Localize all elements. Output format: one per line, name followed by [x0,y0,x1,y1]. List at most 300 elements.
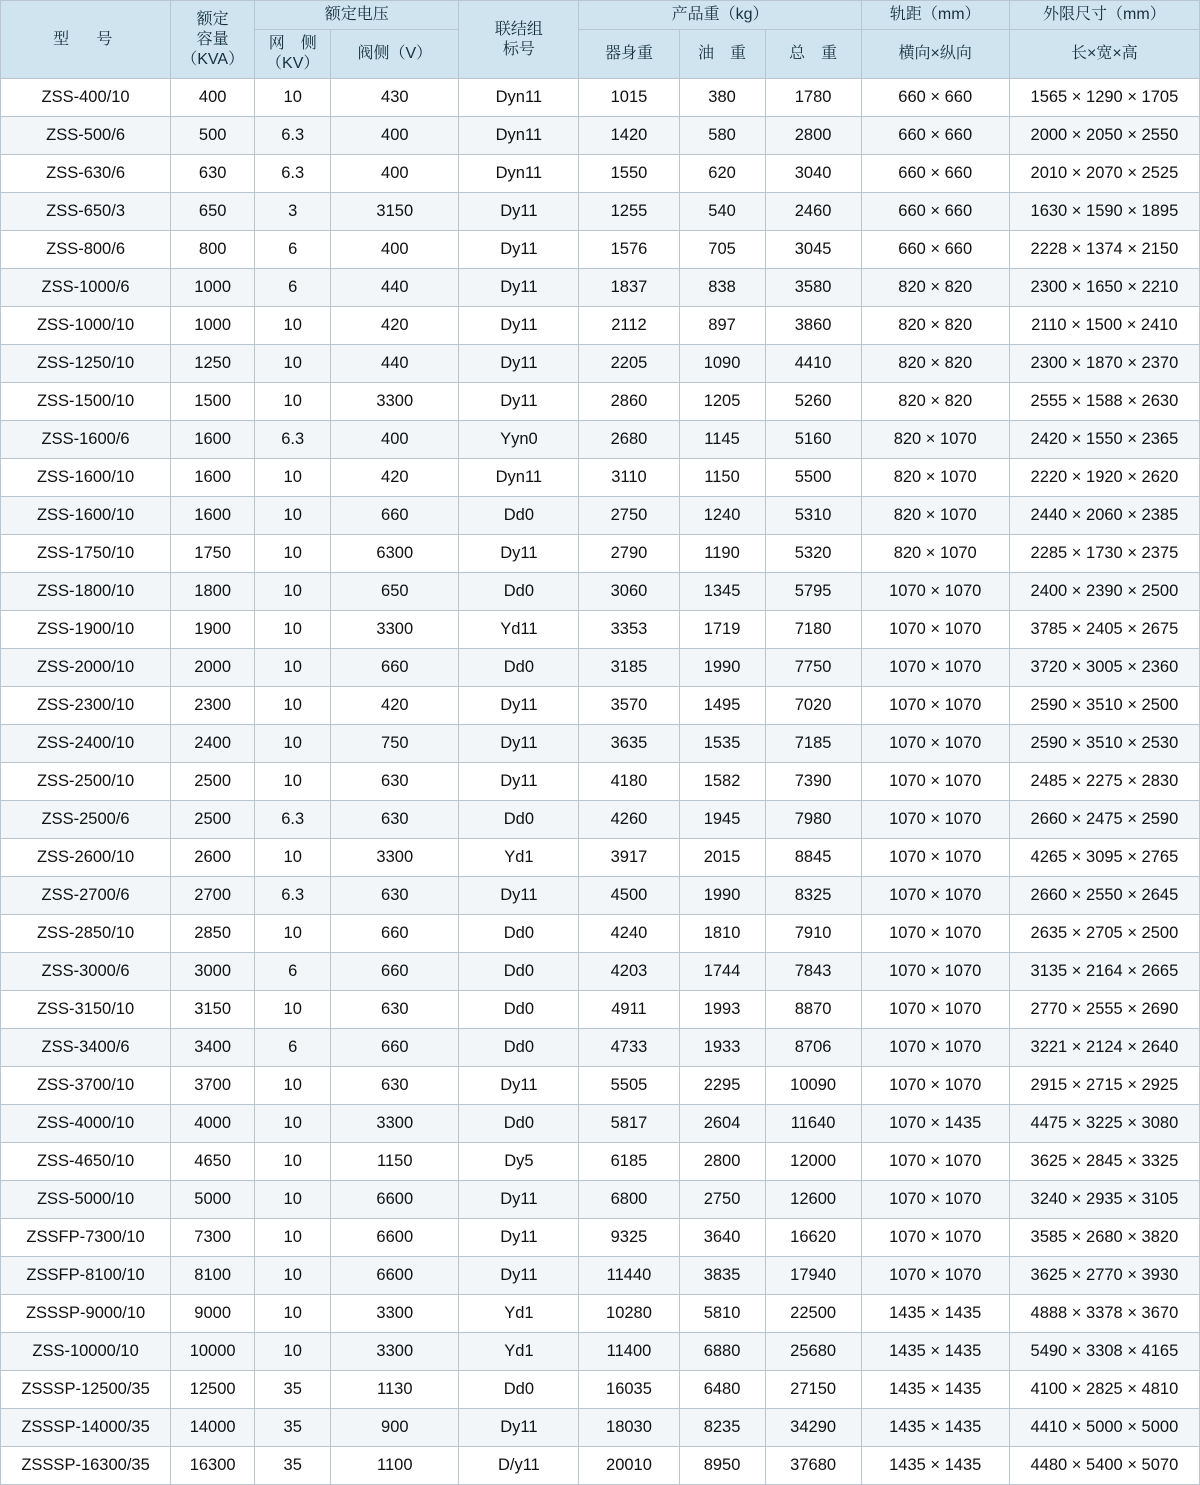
cell-oil-weight: 1150 [679,459,765,497]
cell-connection-group: Yd11 [459,611,579,649]
cell-gauge: 820 × 820 [861,383,1009,421]
cell-capacity: 5000 [171,1181,255,1219]
cell-connection-group: Dy5 [459,1143,579,1181]
table-row [1,535,1200,573]
cell-body-weight: 4240 [579,915,679,953]
cell-valve-voltage: 1130 [331,1371,459,1409]
cell-connection-group: Dyn11 [459,79,579,117]
table-row [1,1371,1200,1409]
cell-capacity: 2400 [171,725,255,763]
table-row [1,307,1200,345]
cell-total-weight: 37680 [765,1447,861,1485]
cell-valve-voltage: 430 [331,79,459,117]
cell-capacity: 16300 [171,1447,255,1485]
header-connection-group [459,1,579,79]
cell-outline: 2440 × 2060 × 2385 [1009,497,1199,535]
cell-valve-voltage: 440 [331,345,459,383]
cell-grid-voltage: 6 [255,1029,331,1067]
cell-model: ZSS-3000/6 [1,953,171,991]
cell-outline: 2590 × 3510 × 2500 [1009,687,1199,725]
cell-total-weight: 3040 [765,155,861,193]
cell-valve-voltage: 3300 [331,1105,459,1143]
cell-oil-weight: 540 [679,193,765,231]
cell-oil-weight: 705 [679,231,765,269]
cell-grid-voltage: 10 [255,1143,331,1181]
table-row [1,1029,1200,1067]
header-grid-side-unit: （KV） [266,55,320,72]
cell-outline: 3585 × 2680 × 3820 [1009,1219,1199,1257]
cell-outline: 2915 × 2715 × 2925 [1009,1067,1199,1105]
cell-gauge: 1070 × 1070 [861,611,1009,649]
cell-outline: 1565 × 1290 × 1705 [1009,79,1199,117]
cell-oil-weight: 6480 [679,1371,765,1409]
cell-valve-voltage: 400 [331,155,459,193]
cell-model: ZSS-4650/10 [1,1143,171,1181]
cell-valve-voltage: 630 [331,801,459,839]
cell-outline: 4100 × 2825 × 4810 [1009,1371,1199,1409]
cell-outline: 2485 × 2275 × 2830 [1009,763,1199,801]
cell-oil-weight: 6880 [679,1333,765,1371]
cell-capacity: 500 [171,117,255,155]
header-connection-group-line1: 联结组 [494,20,543,38]
cell-model: ZSS-3150/10 [1,991,171,1029]
cell-total-weight: 5500 [765,459,861,497]
cell-gauge: 820 × 820 [861,307,1009,345]
cell-body-weight: 2205 [579,345,679,383]
cell-total-weight: 34290 [765,1409,861,1447]
cell-total-weight: 3045 [765,231,861,269]
cell-gauge: 1070 × 1070 [861,573,1009,611]
cell-model: ZSS-2500/10 [1,763,171,801]
cell-grid-voltage: 10 [255,839,331,877]
table-row [1,801,1200,839]
cell-connection-group: Dy11 [459,193,579,231]
header-rated-voltage-label: 额定电压 [324,6,389,23]
cell-total-weight: 5260 [765,383,861,421]
cell-outline: 2285 × 1730 × 2375 [1009,535,1199,573]
cell-body-weight: 1837 [579,269,679,307]
header-model [1,1,171,79]
cell-body-weight: 1015 [579,79,679,117]
cell-connection-group: Dy11 [459,1067,579,1105]
cell-body-weight: 4180 [579,763,679,801]
cell-body-weight: 5505 [579,1067,679,1105]
cell-connection-group: Dd0 [459,915,579,953]
cell-oil-weight: 2750 [679,1181,765,1219]
table-row [1,1219,1200,1257]
cell-grid-voltage: 6.3 [255,801,331,839]
cell-total-weight: 7020 [765,687,861,725]
cell-gauge: 1070 × 1070 [861,953,1009,991]
cell-model: ZSSFP-8100/10 [1,1257,171,1295]
table-row [1,1447,1200,1485]
table-row [1,79,1200,117]
cell-model: ZSS-1600/10 [1,459,171,497]
cell-gauge: 1070 × 1070 [861,991,1009,1029]
cell-grid-voltage: 6 [255,231,331,269]
table-row [1,1333,1200,1371]
cell-gauge: 660 × 660 [861,79,1009,117]
cell-oil-weight: 1744 [679,953,765,991]
cell-capacity: 630 [171,155,255,193]
table-row [1,231,1200,269]
cell-valve-voltage: 660 [331,915,459,953]
cell-valve-voltage: 650 [331,573,459,611]
cell-gauge: 1070 × 1070 [861,1257,1009,1295]
cell-outline: 3625 × 2845 × 3325 [1009,1143,1199,1181]
header-total-weight [765,30,861,79]
cell-gauge: 820 × 820 [861,269,1009,307]
cell-grid-voltage: 10 [255,1295,331,1333]
cell-oil-weight: 1990 [679,649,765,687]
cell-oil-weight: 1990 [679,877,765,915]
table-row [1,1105,1200,1143]
cell-total-weight: 16620 [765,1219,861,1257]
cell-connection-group: Dy11 [459,725,579,763]
cell-outline: 2635 × 2705 × 2500 [1009,915,1199,953]
cell-grid-voltage: 3 [255,193,331,231]
cell-outline: 2420 × 1550 × 2365 [1009,421,1199,459]
cell-gauge: 660 × 660 [861,231,1009,269]
cell-valve-voltage: 3300 [331,1333,459,1371]
cell-total-weight: 8325 [765,877,861,915]
cell-body-weight: 1255 [579,193,679,231]
table-row [1,649,1200,687]
cell-valve-voltage: 400 [331,421,459,459]
cell-body-weight: 1576 [579,231,679,269]
cell-body-weight: 18030 [579,1409,679,1447]
cell-oil-weight: 1535 [679,725,765,763]
header-body-weight [579,30,679,79]
cell-gauge: 820 × 1070 [861,497,1009,535]
cell-capacity: 1600 [171,459,255,497]
cell-body-weight: 9325 [579,1219,679,1257]
cell-model: ZSS-400/10 [1,79,171,117]
cell-connection-group: Dy11 [459,345,579,383]
cell-total-weight: 3580 [765,269,861,307]
cell-body-weight: 11440 [579,1257,679,1295]
cell-outline: 2400 × 2390 × 2500 [1009,573,1199,611]
cell-valve-voltage: 400 [331,117,459,155]
cell-valve-voltage: 3300 [331,1295,459,1333]
cell-model: ZSS-1500/10 [1,383,171,421]
cell-total-weight: 2800 [765,117,861,155]
cell-grid-voltage: 10 [255,79,331,117]
cell-body-weight: 6185 [579,1143,679,1181]
cell-body-weight: 4260 [579,801,679,839]
cell-total-weight: 8706 [765,1029,861,1067]
cell-oil-weight: 1190 [679,535,765,573]
cell-body-weight: 3110 [579,459,679,497]
cell-total-weight: 7180 [765,611,861,649]
header-valve-side [331,30,459,79]
cell-grid-voltage: 10 [255,725,331,763]
cell-outline: 2220 × 1920 × 2620 [1009,459,1199,497]
cell-outline: 4265 × 3095 × 2765 [1009,839,1199,877]
cell-valve-voltage: 3300 [331,383,459,421]
cell-model: ZSS-1000/6 [1,269,171,307]
cell-body-weight: 2680 [579,421,679,459]
cell-oil-weight: 3835 [679,1257,765,1295]
cell-oil-weight: 1145 [679,421,765,459]
header-grid-side [255,30,331,79]
cell-total-weight: 12000 [765,1143,861,1181]
cell-body-weight: 3353 [579,611,679,649]
table-row [1,991,1200,1029]
cell-body-weight: 3060 [579,573,679,611]
cell-oil-weight: 1495 [679,687,765,725]
cell-body-weight: 3185 [579,649,679,687]
cell-total-weight: 5795 [765,573,861,611]
cell-outline: 2010 × 2070 × 2525 [1009,155,1199,193]
cell-gauge: 1070 × 1070 [861,687,1009,725]
cell-body-weight: 4203 [579,953,679,991]
header-valve-side-label: 阀侧（V） [357,45,433,62]
cell-valve-voltage: 420 [331,687,459,725]
cell-outline: 3785 × 2405 × 2675 [1009,611,1199,649]
cell-connection-group: Dy11 [459,535,579,573]
table-row [1,1409,1200,1447]
cell-connection-group: Dy11 [459,383,579,421]
cell-oil-weight: 8235 [679,1409,765,1447]
cell-gauge: 1070 × 1070 [861,1143,1009,1181]
table-row [1,383,1200,421]
header-rated-capacity-line1: 额定 [196,10,229,28]
cell-oil-weight: 5810 [679,1295,765,1333]
cell-body-weight: 20010 [579,1447,679,1485]
table-row [1,193,1200,231]
cell-model: ZSS-2700/6 [1,877,171,915]
cell-gauge: 1435 × 1435 [861,1295,1009,1333]
cell-total-weight: 10090 [765,1067,861,1105]
cell-capacity: 1000 [171,269,255,307]
cell-outline: 3240 × 2935 × 3105 [1009,1181,1199,1219]
header-outline-label: 外限尺寸（mm） [1043,6,1166,23]
cell-body-weight: 3917 [579,839,679,877]
cell-model: ZSS-1600/6 [1,421,171,459]
cell-total-weight: 4410 [765,345,861,383]
cell-model: ZSS-1000/10 [1,307,171,345]
cell-body-weight: 3635 [579,725,679,763]
cell-gauge: 1070 × 1070 [861,839,1009,877]
cell-connection-group: Dd0 [459,1371,579,1409]
cell-grid-voltage: 10 [255,459,331,497]
cell-model: ZSS-2000/10 [1,649,171,687]
cell-grid-voltage: 35 [255,1409,331,1447]
cell-grid-voltage: 10 [255,345,331,383]
cell-gauge: 1070 × 1070 [861,1181,1009,1219]
cell-capacity: 1750 [171,535,255,573]
cell-body-weight: 16035 [579,1371,679,1409]
cell-connection-group: Dd0 [459,649,579,687]
cell-capacity: 7300 [171,1219,255,1257]
cell-body-weight: 2750 [579,497,679,535]
cell-gauge: 820 × 1070 [861,459,1009,497]
cell-connection-group: Yyn0 [459,421,579,459]
cell-grid-voltage: 10 [255,611,331,649]
cell-oil-weight: 580 [679,117,765,155]
header-oil-weight [679,30,765,79]
cell-capacity: 1600 [171,497,255,535]
cell-outline: 2770 × 2555 × 2690 [1009,991,1199,1029]
cell-oil-weight: 838 [679,269,765,307]
cell-capacity: 2000 [171,649,255,687]
cell-valve-voltage: 630 [331,991,459,1029]
cell-valve-voltage: 660 [331,953,459,991]
cell-gauge: 1070 × 1070 [861,649,1009,687]
cell-model: ZSS-1250/10 [1,345,171,383]
cell-grid-voltage: 10 [255,535,331,573]
cell-capacity: 650 [171,193,255,231]
cell-capacity: 10000 [171,1333,255,1371]
header-body-weight-label: 器身重 [604,45,653,62]
table-row [1,573,1200,611]
cell-connection-group: Dd0 [459,991,579,1029]
cell-grid-voltage: 10 [255,991,331,1029]
table-row [1,839,1200,877]
cell-gauge: 820 × 1070 [861,535,1009,573]
cell-gauge: 1070 × 1070 [861,725,1009,763]
cell-grid-voltage: 10 [255,1105,331,1143]
cell-grid-voltage: 6 [255,953,331,991]
cell-connection-group: Yd1 [459,1333,579,1371]
cell-grid-voltage: 10 [255,687,331,725]
cell-gauge: 660 × 660 [861,117,1009,155]
cell-total-weight: 1780 [765,79,861,117]
cell-grid-voltage: 10 [255,649,331,687]
cell-oil-weight: 2015 [679,839,765,877]
cell-valve-voltage: 6600 [331,1257,459,1295]
cell-capacity: 1000 [171,307,255,345]
header-gauge-sub [861,30,1009,79]
cell-model: ZSS-2300/10 [1,687,171,725]
cell-gauge: 1070 × 1070 [861,1067,1009,1105]
cell-model: ZSSSP-16300/35 [1,1447,171,1485]
table-body [1,79,1200,1485]
cell-outline: 3221 × 2124 × 2640 [1009,1029,1199,1067]
cell-capacity: 400 [171,79,255,117]
cell-oil-weight: 1945 [679,801,765,839]
cell-body-weight: 2790 [579,535,679,573]
cell-total-weight: 5310 [765,497,861,535]
cell-model: ZSS-4000/10 [1,1105,171,1143]
cell-valve-voltage: 1150 [331,1143,459,1181]
cell-gauge: 1435 × 1435 [861,1447,1009,1485]
header-total-weight-label: 总 重 [789,45,838,62]
cell-outline: 4475 × 3225 × 3080 [1009,1105,1199,1143]
cell-valve-voltage: 660 [331,497,459,535]
cell-connection-group: Dy11 [459,763,579,801]
table-row [1,1143,1200,1181]
cell-capacity: 2300 [171,687,255,725]
cell-total-weight: 7185 [765,725,861,763]
cell-body-weight: 1550 [579,155,679,193]
cell-gauge: 660 × 660 [861,155,1009,193]
cell-model: ZSS-2850/10 [1,915,171,953]
cell-connection-group: Dyn11 [459,117,579,155]
cell-total-weight: 8870 [765,991,861,1029]
cell-model: ZSS-5000/10 [1,1181,171,1219]
cell-grid-voltage: 10 [255,1067,331,1105]
cell-oil-weight: 2295 [679,1067,765,1105]
cell-capacity: 14000 [171,1409,255,1447]
table-row [1,915,1200,953]
table-row [1,953,1200,991]
cell-gauge: 1070 × 1070 [861,1029,1009,1067]
header-rated-capacity-line2: 容量 [196,30,229,48]
cell-capacity: 2500 [171,801,255,839]
cell-capacity: 2850 [171,915,255,953]
cell-valve-voltage: 660 [331,1029,459,1067]
cell-body-weight: 4500 [579,877,679,915]
table-row [1,421,1200,459]
cell-connection-group: Dd0 [459,953,579,991]
cell-grid-voltage: 35 [255,1371,331,1409]
cell-gauge: 1435 × 1435 [861,1409,1009,1447]
header-rated-capacity [171,1,255,79]
cell-outline: 3135 × 2164 × 2665 [1009,953,1199,991]
cell-body-weight: 10280 [579,1295,679,1333]
cell-connection-group: Dy11 [459,269,579,307]
table-row [1,1181,1200,1219]
cell-grid-voltage: 10 [255,1333,331,1371]
table-row [1,877,1200,915]
cell-body-weight: 4911 [579,991,679,1029]
header-oil-weight-label: 油 重 [698,45,747,62]
cell-capacity: 3400 [171,1029,255,1067]
cell-total-weight: 12600 [765,1181,861,1219]
table-row [1,725,1200,763]
cell-model: ZSS-3700/10 [1,1067,171,1105]
cell-gauge: 1435 × 1435 [861,1333,1009,1371]
cell-model: ZSSSP-12500/35 [1,1371,171,1409]
cell-outline: 3625 × 2770 × 3930 [1009,1257,1199,1295]
cell-grid-voltage: 10 [255,1257,331,1295]
cell-body-weight: 5817 [579,1105,679,1143]
cell-connection-group: Dy11 [459,307,579,345]
cell-capacity: 3700 [171,1067,255,1105]
cell-oil-weight: 1345 [679,573,765,611]
table-row [1,611,1200,649]
cell-connection-group: Dy11 [459,1409,579,1447]
cell-grid-voltage: 10 [255,915,331,953]
cell-total-weight: 27150 [765,1371,861,1409]
table-row [1,155,1200,193]
header-grid-side-line1: 网 侧 [268,35,317,52]
cell-valve-voltage: 750 [331,725,459,763]
cell-model: ZSS-500/6 [1,117,171,155]
cell-model: ZSSSP-9000/10 [1,1295,171,1333]
header-connection-group-line2: 标号 [502,40,535,58]
cell-connection-group: Yd1 [459,839,579,877]
cell-total-weight: 2460 [765,193,861,231]
header-product-weight [579,1,861,30]
cell-gauge: 820 × 1070 [861,421,1009,459]
cell-capacity: 800 [171,231,255,269]
cell-capacity: 3000 [171,953,255,991]
cell-total-weight: 17940 [765,1257,861,1295]
cell-grid-voltage: 6.3 [255,877,331,915]
cell-oil-weight: 2800 [679,1143,765,1181]
cell-outline: 4410 × 5000 × 5000 [1009,1409,1199,1447]
cell-gauge: 820 × 820 [861,345,1009,383]
header-rated-capacity-unit: （KVA） [181,50,245,68]
cell-model: ZSS-2400/10 [1,725,171,763]
cell-body-weight: 6800 [579,1181,679,1219]
cell-grid-voltage: 6.3 [255,421,331,459]
cell-valve-voltage: 3300 [331,839,459,877]
cell-capacity: 3150 [171,991,255,1029]
